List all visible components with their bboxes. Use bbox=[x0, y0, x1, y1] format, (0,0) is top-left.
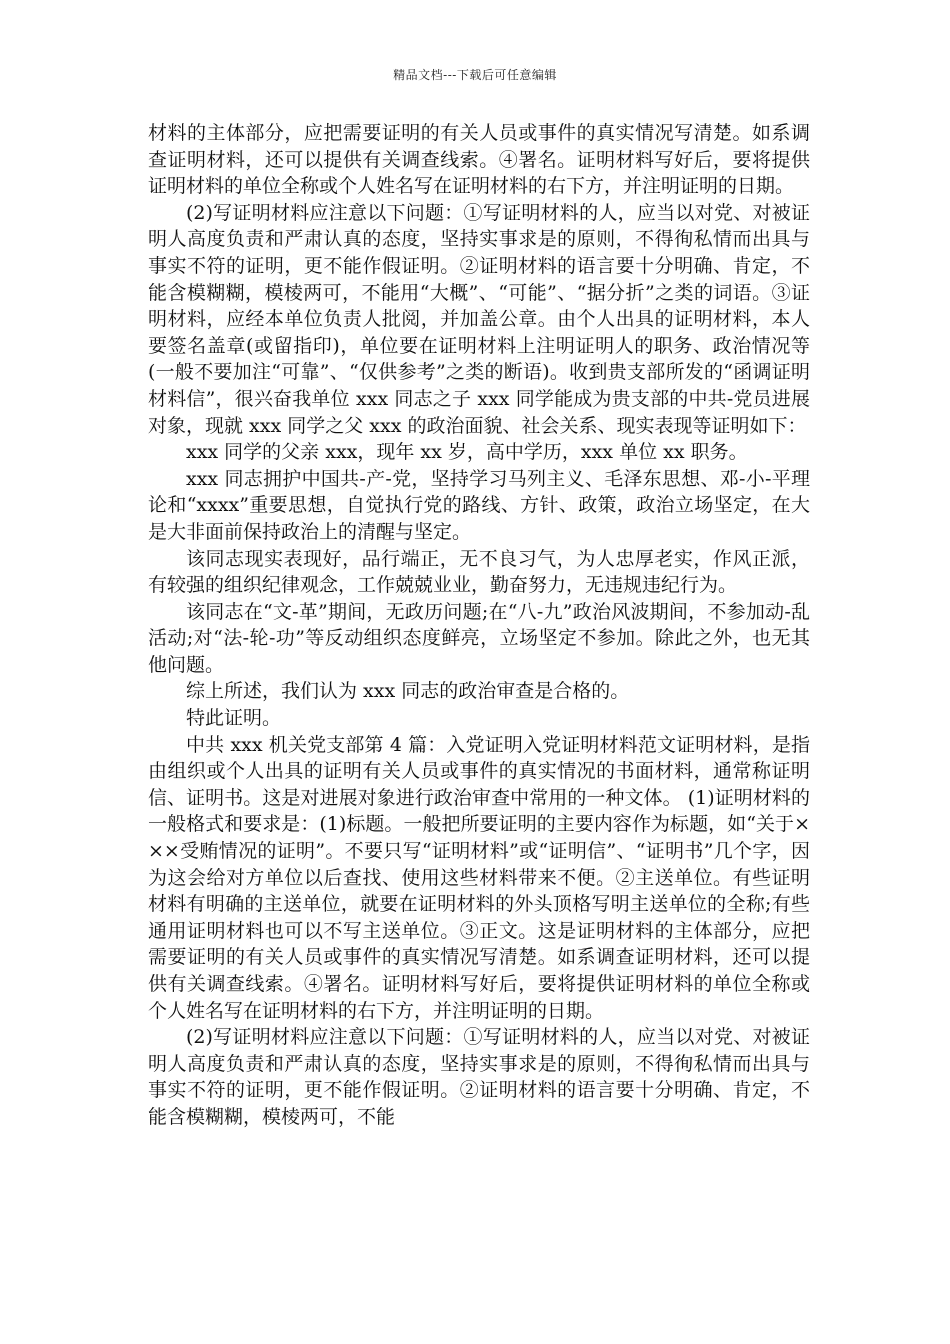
page-header: 精品文档---下载后可任意编辑 bbox=[393, 68, 557, 82]
paragraph-10: (2)写证明材料应注意以下问题：①写证明材料的人，应当以对党、对被证明人高度负责和严肃认真的态度，坚持实事求是的原则，不得徇私情而出具与事实不符的证明，更不能作假证明。②证明材料的语言要十分明确、肯定，不能含模糊糊，模棱两可，不能 bbox=[148, 1026, 810, 1128]
paragraph-5: 该同志现实表现好，品行端正，无不良习气，为人忠厚老实，作风正派，有较强的组织纪律观念，工作兢兢业业，勤奋努力，无违规违纪行为。 bbox=[148, 547, 810, 597]
paragraph-1: 材料的主体部分，应把需要证明的有关人员或事件的真实情况写清楚。如系调查证明材料，还可以提供有关调查线索。④署名。证明材料写好后，要将提供证明材料的单位全称或个人姓名写在证明材料的右下方，并注明证明的日期。 bbox=[148, 122, 810, 198]
paragraph-9: 中共 xxx 机关党支部第 4 篇：入党证明入党证明材料范文证明材料，是指由组织或个人出具的证明有关人员或事件的真实情况的书面材料，通常称证明信、证明书。这是对进展对象进行政治审查中常用的一种文体。 (1)证明材料的一般格式和要求是：(1)标题。一般把所要证明的主要内容作为标题，如“关于×××受贿情况的证明”。不要只写“证明材料”或“证明信”、“证明书”几个字，因为这会给对方单位以后查找、使用这些材料带来不便。②主送单位。有些证明材料有明确的主送单位，就要在证明材料的外头顶格写明主送单位的全称;有些通用证明材料也可以不写主送单位。③正文。这是证明材料的主体部分，应把需要证明的有关人员或事件的真实情况写清楚。如系调查证明材料，还可以提供有关调查线索。④署名。证明材料写好后，要将提供证明材料的单位全称或个人姓名写在证明材料的右下方，并注明证明的日期。 bbox=[148, 733, 810, 1022]
paragraph-3: xxx 同学的父亲 xxx，现年 xx 岁，高中学历，xxx 单位 xx 职务。 bbox=[186, 441, 748, 464]
document-body bbox=[148, 120, 810, 1330]
paragraph-6: 该同志在“文-革”期间，无政历问题;在“八-九”政治风波期间，不参加动-乱活动;对“法-轮-功”等反动组织态度鲜亮，立场坚定不参加。除此之外，也无其他问题。 bbox=[148, 600, 810, 676]
paragraph-7: 综上所述，我们认为 xxx 同志的政治审查是合格的。 bbox=[186, 680, 630, 703]
paragraph-8: 特此证明。 bbox=[186, 707, 282, 730]
paragraph-2: (2)写证明材料应注意以下问题：①写证明材料的人，应当以对党、对被证明人高度负责和严肃认真的态度，坚持实事求是的原则，不得徇私情而出具与事实不符的证明，更不能作假证明。②证明材料的语言要十分明确、肯定，不能含模糊糊，模棱两可，不能用“大概”、“可能”、“据分折”之类的词语。③证明材料，应经本单位负责人批阅，并加盖公章。由个人出具的证明材料，本人要签名盖章(或留指印)，单位要在证明材料上注明证明人的职务、政治情况等(一般不要加注“可靠”、“仅供参考”之类的断语)。收到贵支部所发的“函调证明材料信”，很兴奋我单位 xxx 同志之子 xxx 同学能成为贵支部的中共-党员进展对象，现就 xxx 同学之父 xxx 的政治面貌、社会关系、现实表现等证明如下： bbox=[148, 201, 810, 437]
paragraph-4: xxx 同志拥护中国共-产-党，坚持学习马列主义、毛泽东思想、邓-小-平理论和“xxxx”重要思想，自觉执行党的路线、方针、政策，政治立场坚定，在大是大非面前保持政治上的清醒与坚定。 bbox=[148, 467, 810, 543]
